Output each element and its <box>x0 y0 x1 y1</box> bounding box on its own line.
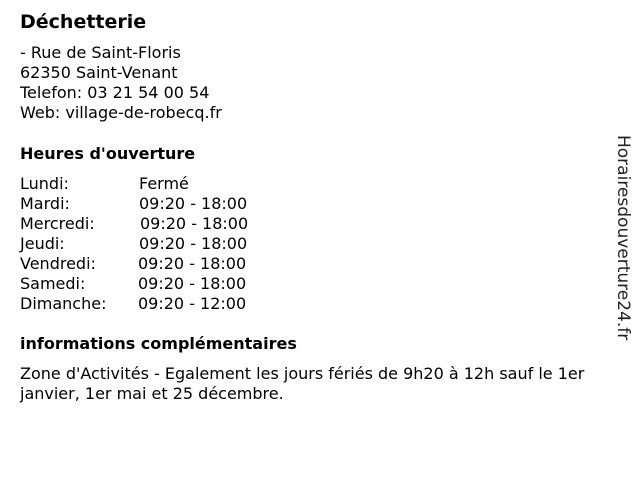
address-block <box>20 43 222 123</box>
site-watermark <box>612 135 636 375</box>
hours-row-thursday <box>20 234 320 254</box>
day-label: Lundi: <box>20 174 69 193</box>
time-value: 09:20 - 18:00 <box>138 274 247 293</box>
website: Web: village-de-robecq.fr <box>20 103 222 122</box>
day-label: Dimanche: <box>20 294 107 313</box>
hours-row-friday <box>20 254 320 274</box>
additional-info-text: Zone d'Activités - Egalement les jours fériés de 9h20 à 12h sauf le 1er janvier, 1er mai et 25 décembre. <box>20 364 585 403</box>
hours-row-wednesday <box>20 214 320 234</box>
hours-row-saturday <box>20 274 320 294</box>
time-value: 09:20 - 18:00 <box>139 234 248 253</box>
day-label: Samedi: <box>20 274 86 293</box>
time-value: 09:20 - 18:00 <box>140 214 249 233</box>
additional-info-heading: informations complémentaires <box>20 334 297 353</box>
opening-hours-list <box>20 174 320 314</box>
hours-row-tuesday <box>20 194 320 214</box>
phone-number: Telefon: 03 21 54 00 54 <box>20 83 210 102</box>
hours-row-monday <box>20 174 320 194</box>
day-label: Jeudi: <box>20 234 65 253</box>
day-label: Mercredi: <box>20 214 95 233</box>
time-value: 09:20 - 12:00 <box>138 294 247 313</box>
opening-hours-heading: Heures d'ouverture <box>20 144 196 163</box>
time-value: 09:20 - 18:00 <box>139 194 248 213</box>
place-name: Déchetterie <box>20 11 147 33</box>
time-value: Fermé <box>139 174 189 193</box>
watermark-text: Horairesdouverture24.fr <box>613 135 633 341</box>
day-label: Mardi: <box>20 194 70 213</box>
address-city: 62350 Saint-Venant <box>20 63 178 82</box>
day-label: Vendredi: <box>20 254 96 273</box>
address-street: - Rue de Saint-Floris <box>20 43 181 62</box>
hours-row-sunday <box>20 294 320 314</box>
time-value: 09:20 - 18:00 <box>138 254 247 273</box>
